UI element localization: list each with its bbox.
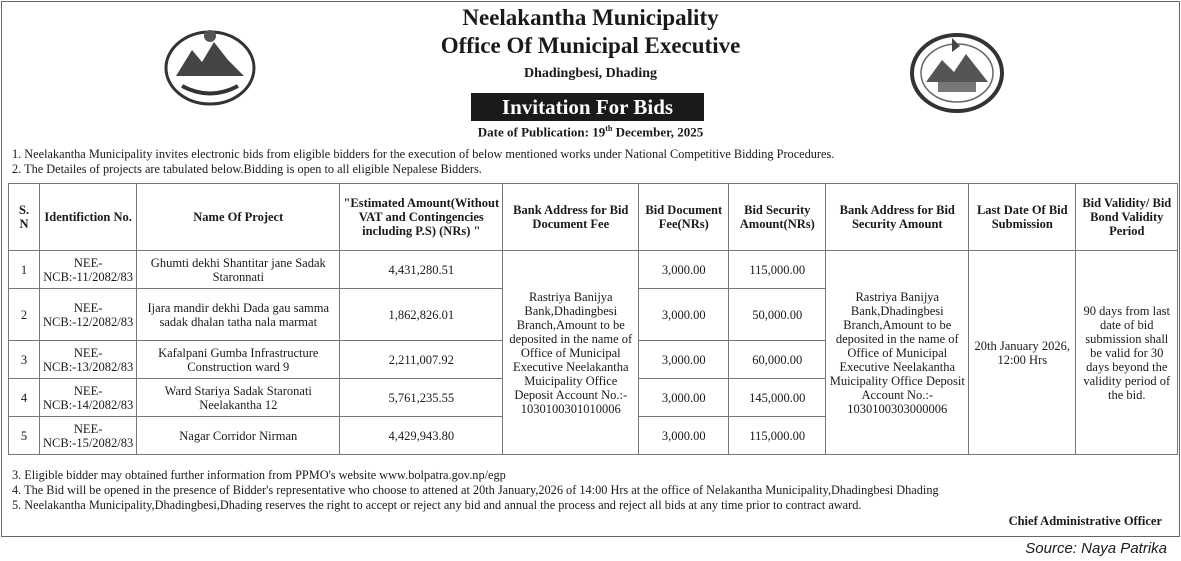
notes-bottom bbox=[12, 468, 939, 513]
cell-estimate: 2,211,007.92 bbox=[340, 341, 503, 379]
table-row bbox=[9, 251, 1178, 289]
cell-fee: 3,000.00 bbox=[639, 289, 729, 341]
cell-security: 115,000.00 bbox=[729, 251, 826, 289]
notes-top bbox=[12, 147, 834, 177]
cell-fee: 3,000.00 bbox=[639, 341, 729, 379]
office-title: Office Of Municipal Executive bbox=[440, 33, 741, 58]
cell-sn: 2 bbox=[9, 289, 40, 341]
cell-security: 50,000.00 bbox=[729, 289, 826, 341]
cell-id: NEE-NCB:-13/2082/83 bbox=[40, 341, 137, 379]
note-5: 5. Neelakantha Municipality,Dhadingbesi,Dhading reserves the right to accept or reject any bid and annual the process and reject all bids at any time prior to contract award. bbox=[12, 498, 862, 512]
cell-id: NEE-NCB:-14/2082/83 bbox=[40, 379, 137, 417]
note-1: 1. Neelakantha Municipality invites electronic bids from eligible bidders for the execution of below mentioned works under National Competitive Bidding Procedures. bbox=[12, 147, 835, 161]
header-security: Bid Security Amount(NRs) bbox=[729, 184, 826, 251]
header-fee: Bid Document Fee(NRs) bbox=[639, 184, 729, 251]
cell-name: Ijara mandir dekhi Dada gau samma sadak dhalan tatha nala marmat bbox=[137, 289, 340, 341]
note-3: 3. Eligible bidder may obtained further information from PPMO's website www.bolpatra.gov.np/egp bbox=[12, 468, 506, 482]
header-last-date: Last Date Of Bid Submission bbox=[969, 184, 1076, 251]
cell-fee: 3,000.00 bbox=[639, 417, 729, 455]
cell-name: Kafalpani Gumba Infrastructure Construction ward 9 bbox=[137, 341, 340, 379]
invitation-banner: Invitation For Bids bbox=[471, 93, 704, 121]
cell-sn: 3 bbox=[9, 341, 40, 379]
municipality-title: Neelakantha Municipality bbox=[462, 5, 719, 30]
cell-fee: 3,000.00 bbox=[639, 251, 729, 289]
cell-security: 145,000.00 bbox=[729, 379, 826, 417]
cell-id: NEE-NCB:-11/2082/83 bbox=[40, 251, 137, 289]
cell-id: NEE-NCB:-12/2082/83 bbox=[40, 289, 137, 341]
cell-estimate: 5,761,235.55 bbox=[340, 379, 503, 417]
signatory: Chief Administrative Officer bbox=[1008, 514, 1162, 528]
cell-estimate: 4,429,943.80 bbox=[340, 417, 503, 455]
cell-last-date: 20th January 2026, 12:00 Hrs bbox=[969, 251, 1076, 455]
header-sn: S. N bbox=[9, 184, 40, 251]
source-credit: Source: Naya Patrika bbox=[1025, 540, 1167, 557]
cell-estimate: 1,862,826.01 bbox=[340, 289, 503, 341]
note-4: 4. The Bid will be opened in the presence of Bidder's representative who choose to attened at 20th January,2026 of 14:00 Hrs at the office of Nelakantha Municipality,Dhadingbesi Dhading bbox=[12, 483, 939, 497]
note-2: 2. The Detailes of projects are tabulated below.Bidding is open to all eligible Nepalese Bidders. bbox=[12, 162, 482, 176]
location: Dhadingbesi, Dhading bbox=[523, 66, 658, 81]
cell-validity: 90 days from last date of bid submission shall be valid for 30 days beyond the validity period of the bid. bbox=[1076, 251, 1178, 455]
cell-id: NEE-NCB:-15/2082/83 bbox=[40, 417, 137, 455]
publication-date: Date of Publication: 19th December, 2025 bbox=[477, 124, 704, 140]
cell-name: Ward Stariya Sadak Staronati Neelakantha 12 bbox=[137, 379, 340, 417]
projects-table bbox=[8, 183, 1178, 455]
cell-security: 60,000.00 bbox=[729, 341, 826, 379]
cell-fee: 3,000.00 bbox=[639, 379, 729, 417]
cell-sn: 1 bbox=[9, 251, 40, 289]
cell-sn: 4 bbox=[9, 379, 40, 417]
header-id: Identifiction No. bbox=[40, 184, 137, 251]
cell-name: Ghumti dekhi Shantitar jane Sadak Staronnati bbox=[137, 251, 340, 289]
cell-estimate: 4,431,280.51 bbox=[340, 251, 503, 289]
cell-security: 115,000.00 bbox=[729, 417, 826, 455]
header-estimate: "Estimated Amount(Without VAT and Contingencies including P.S) (NRs) " bbox=[340, 184, 503, 251]
header-validity: Bid Validity/ Bid Bond Validity Period bbox=[1076, 184, 1178, 251]
cell-name: Nagar Corridor Nirman bbox=[137, 417, 340, 455]
cell-sn: 5 bbox=[9, 417, 40, 455]
cell-bank-security: Rastriya Banijya Bank,Dhadingbesi Branch,Amount to be deposited in the name of Office of Municipal Executive Neelakantha Muicipality Office Deposit Account No.:- 1030100303000006 bbox=[826, 251, 969, 455]
header-bank-fee: Bank Address for Bid Document Fee bbox=[503, 184, 639, 251]
header-bank-security: Bank Address for Bid Security Amount bbox=[826, 184, 969, 251]
header-name: Name Of Project bbox=[137, 184, 340, 251]
cell-bank-fee: Rastriya Banijya Bank,Dhadingbesi Branch,Amount to be deposited in the name of Office of Municipal Executive Neelakantha Muicipality Office Deposit Account No.:- 1030100301010006 bbox=[503, 251, 639, 455]
